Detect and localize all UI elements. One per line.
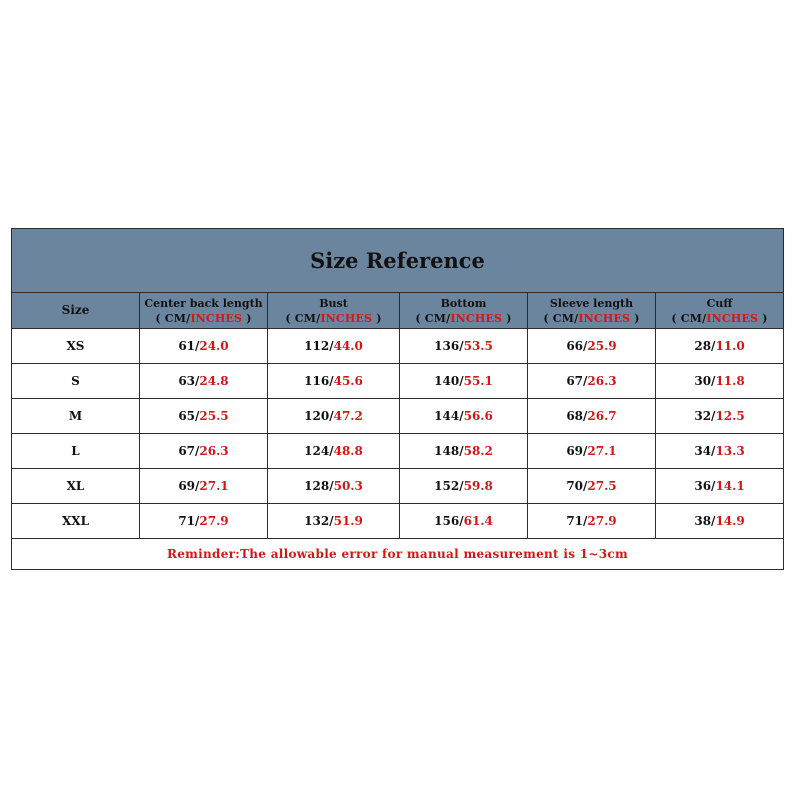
inch-value: 26.3 xyxy=(587,374,617,388)
unit-inches: INCHES xyxy=(190,311,243,325)
reminder-row xyxy=(12,539,784,570)
measurement-cell xyxy=(268,469,400,504)
inch-value: 56.6 xyxy=(463,409,493,423)
inch-value: 13.3 xyxy=(715,444,745,458)
cm-value: 112/ xyxy=(304,339,334,353)
column-label: Center back length xyxy=(144,296,263,310)
measurement-cell xyxy=(656,504,784,539)
table-row xyxy=(12,364,784,399)
column-label: Bust xyxy=(319,296,348,310)
cm-value: 34/ xyxy=(694,444,716,458)
unit-label xyxy=(268,311,399,326)
cm-value: 69/ xyxy=(178,479,200,493)
cm-value: 148/ xyxy=(434,444,464,458)
measurement-cell xyxy=(528,364,656,399)
unit-label xyxy=(140,311,267,326)
size-reference-table xyxy=(11,228,784,570)
inch-value: 50.3 xyxy=(333,479,363,493)
measurement-cell xyxy=(140,399,268,434)
measurement-cell xyxy=(400,434,528,469)
unit-inches: INCHES xyxy=(578,311,631,325)
cm-value: 124/ xyxy=(304,444,334,458)
size-column-header: Size xyxy=(12,293,140,329)
measurement-cell xyxy=(400,364,528,399)
cm-value: 28/ xyxy=(694,339,716,353)
inch-value: 27.9 xyxy=(199,514,229,528)
cm-value: 71/ xyxy=(566,514,588,528)
cm-value: 36/ xyxy=(694,479,716,493)
column-header xyxy=(140,293,268,329)
measurement-cell xyxy=(400,329,528,364)
cm-value: 120/ xyxy=(304,409,334,423)
inch-value: 53.5 xyxy=(463,339,493,353)
measurement-cell xyxy=(656,364,784,399)
unit-cm: ( CM/ xyxy=(415,311,451,325)
inch-value: 45.6 xyxy=(333,374,363,388)
inch-value: 12.5 xyxy=(715,409,745,423)
column-header xyxy=(528,293,656,329)
cm-value: 132/ xyxy=(304,514,334,528)
cm-value: 61/ xyxy=(178,339,200,353)
unit-close: ) xyxy=(242,311,252,325)
table-row xyxy=(12,504,784,539)
measurement-cell xyxy=(140,469,268,504)
cm-value: 128/ xyxy=(304,479,334,493)
cm-value: 144/ xyxy=(434,409,464,423)
cm-value: 67/ xyxy=(178,444,200,458)
inch-value: 44.0 xyxy=(333,339,363,353)
column-label: Cuff xyxy=(706,296,733,310)
measurement-cell xyxy=(528,504,656,539)
measurement-cell xyxy=(140,329,268,364)
measurement-cell xyxy=(140,504,268,539)
size-cell: XS xyxy=(12,329,140,364)
inch-value: 27.5 xyxy=(587,479,617,493)
measurement-cell xyxy=(268,434,400,469)
table-title: Size Reference xyxy=(12,229,784,293)
cm-value: 69/ xyxy=(566,444,588,458)
measurement-cell xyxy=(268,399,400,434)
table-row xyxy=(12,329,784,364)
inch-value: 24.0 xyxy=(199,339,229,353)
measurement-cell xyxy=(268,364,400,399)
measurement-cell xyxy=(268,329,400,364)
unit-cm: ( CM/ xyxy=(155,311,191,325)
measurement-cell xyxy=(268,504,400,539)
inch-value: 27.1 xyxy=(199,479,229,493)
inch-value: 58.2 xyxy=(463,444,493,458)
table-row xyxy=(12,399,784,434)
unit-inches: INCHES xyxy=(320,311,373,325)
cm-value: 136/ xyxy=(434,339,464,353)
inch-value: 51.9 xyxy=(333,514,363,528)
size-cell: L xyxy=(12,434,140,469)
measurement-cell xyxy=(656,469,784,504)
measurement-cell xyxy=(400,504,528,539)
cm-value: 116/ xyxy=(304,374,334,388)
header-row xyxy=(12,293,784,329)
measurement-cell xyxy=(656,399,784,434)
inch-value: 26.7 xyxy=(587,409,617,423)
cm-value: 140/ xyxy=(434,374,464,388)
table-row xyxy=(12,469,784,504)
inch-value: 25.5 xyxy=(199,409,229,423)
table-body xyxy=(12,329,784,539)
cm-value: 67/ xyxy=(566,374,588,388)
column-header xyxy=(400,293,528,329)
measurement-cell xyxy=(528,469,656,504)
unit-cm: ( CM/ xyxy=(285,311,321,325)
reminder-note: Reminder:The allowable error for manual measurement is 1~3cm xyxy=(12,539,784,570)
size-cell: XL xyxy=(12,469,140,504)
measurement-cell xyxy=(140,434,268,469)
cm-value: 152/ xyxy=(434,479,464,493)
unit-label xyxy=(528,311,655,326)
size-cell: M xyxy=(12,399,140,434)
inch-value: 11.8 xyxy=(715,374,745,388)
column-label: Bottom xyxy=(440,296,487,310)
inch-value: 48.8 xyxy=(333,444,363,458)
size-cell: S xyxy=(12,364,140,399)
cm-value: 30/ xyxy=(694,374,716,388)
inch-value: 14.9 xyxy=(715,514,745,528)
measurement-cell xyxy=(528,329,656,364)
size-cell: XXL xyxy=(12,504,140,539)
measurement-cell xyxy=(656,434,784,469)
inch-value: 24.8 xyxy=(199,374,229,388)
inch-value: 14.1 xyxy=(715,479,745,493)
inch-value: 25.9 xyxy=(587,339,617,353)
unit-inches: INCHES xyxy=(450,311,503,325)
cm-value: 68/ xyxy=(566,409,588,423)
table-row xyxy=(12,434,784,469)
cm-value: 71/ xyxy=(178,514,200,528)
unit-close: ) xyxy=(758,311,768,325)
unit-cm: ( CM/ xyxy=(671,311,707,325)
cm-value: 66/ xyxy=(566,339,588,353)
measurement-cell xyxy=(400,399,528,434)
cm-value: 63/ xyxy=(178,374,200,388)
unit-close: ) xyxy=(630,311,640,325)
inch-value: 27.1 xyxy=(587,444,617,458)
unit-close: ) xyxy=(502,311,512,325)
inch-value: 11.0 xyxy=(715,339,745,353)
cm-value: 38/ xyxy=(694,514,716,528)
cm-value: 65/ xyxy=(178,409,200,423)
inch-value: 27.9 xyxy=(587,514,617,528)
measurement-cell xyxy=(400,469,528,504)
unit-inches: INCHES xyxy=(706,311,759,325)
inch-value: 26.3 xyxy=(199,444,229,458)
inch-value: 61.4 xyxy=(463,514,493,528)
unit-label xyxy=(656,311,783,326)
measurement-cell xyxy=(656,329,784,364)
column-label: Sleeve length xyxy=(549,296,634,310)
inch-value: 59.8 xyxy=(463,479,493,493)
column-header xyxy=(656,293,784,329)
unit-cm: ( CM/ xyxy=(543,311,579,325)
unit-label xyxy=(400,311,527,326)
measurement-cell xyxy=(528,434,656,469)
title-row xyxy=(12,229,784,293)
measurement-cell xyxy=(140,364,268,399)
unit-close: ) xyxy=(372,311,382,325)
column-header xyxy=(268,293,400,329)
cm-value: 32/ xyxy=(694,409,716,423)
cm-value: 156/ xyxy=(434,514,464,528)
inch-value: 55.1 xyxy=(463,374,493,388)
measurement-cell xyxy=(528,399,656,434)
inch-value: 47.2 xyxy=(333,409,363,423)
cm-value: 70/ xyxy=(566,479,588,493)
